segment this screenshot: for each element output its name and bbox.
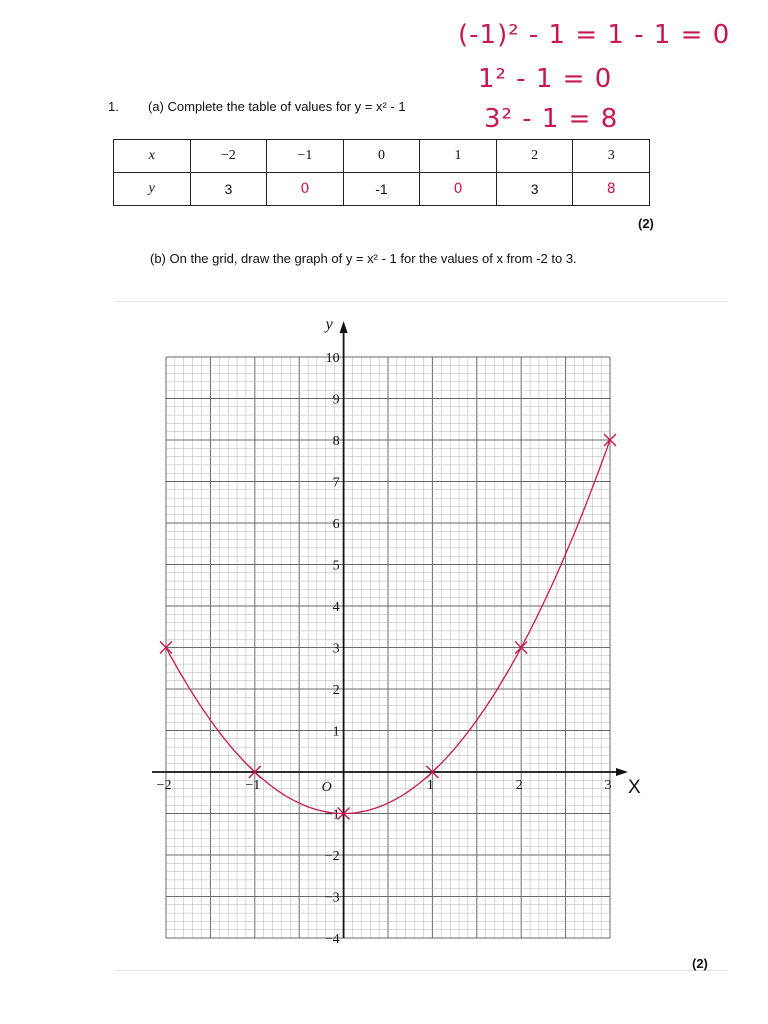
- y-axis-label: y: [325, 316, 333, 333]
- table-cell-handwritten: 0: [267, 173, 344, 206]
- y-tick-label: 6: [332, 517, 340, 532]
- y-tick-label: 4: [332, 600, 340, 615]
- table-cell: -1: [343, 173, 420, 206]
- y-tick-label: 1: [332, 724, 340, 740]
- y-tick-label: 5: [332, 558, 340, 574]
- y-tick-label: 10: [325, 351, 340, 366]
- x-axis-label: X: [628, 777, 641, 798]
- table-header-x: x: [114, 140, 191, 173]
- x-axis-arrow: [616, 768, 628, 776]
- y-tick-label: 7: [332, 475, 340, 491]
- x-tick-label: 3: [604, 778, 612, 793]
- x-tick-label: −1: [245, 778, 261, 793]
- handwritten-working-3: 3² - 1 = 8: [484, 104, 619, 134]
- y-tick-label: −1: [324, 807, 340, 823]
- y-tick-label: 9: [332, 392, 340, 408]
- table-cell: 3: [496, 173, 573, 206]
- table-cell: 3: [573, 140, 650, 173]
- y-axis-arrow: [340, 321, 348, 333]
- x-tick-label: −2: [156, 778, 172, 793]
- question-part-a: (a) Complete the table of values for y = x² - 1: [148, 99, 406, 114]
- table-cell: −1: [267, 140, 344, 173]
- handwritten-working-2: 1² - 1 = 0: [478, 64, 613, 94]
- x-tick-label: 2: [515, 778, 523, 793]
- y-tick-label: −4: [324, 932, 340, 947]
- table-cell-handwritten: 0: [420, 173, 497, 206]
- grid: [166, 357, 610, 938]
- question-number: 1.: [108, 99, 119, 114]
- y-tick-label: 8: [332, 434, 340, 449]
- table-cell-handwritten: 8: [573, 173, 650, 206]
- y-tick-label: −2: [324, 849, 340, 864]
- marks-part-a: (2): [638, 216, 654, 231]
- y-tick-label: −3: [324, 890, 340, 906]
- table-cell: 0: [343, 140, 420, 173]
- table-cell: 1: [420, 140, 497, 173]
- y-tick-label: 3: [332, 641, 340, 657]
- handwritten-working-1: (-1)² - 1 = 1 - 1 = 0: [458, 20, 731, 50]
- question-part-b: (b) On the grid, draw the graph of y = x² - 1 for the values of x from -2 to 3.: [150, 251, 577, 266]
- table-cell: −2: [190, 140, 267, 173]
- table-cell: 2: [496, 140, 573, 173]
- marks-part-b: (2): [692, 956, 708, 971]
- origin-label: O: [321, 780, 332, 795]
- x-tick-label: 1: [426, 778, 434, 793]
- y-tick-label: 2: [332, 683, 340, 698]
- table-header-y: y: [114, 173, 191, 206]
- table-cell: 3: [190, 173, 267, 206]
